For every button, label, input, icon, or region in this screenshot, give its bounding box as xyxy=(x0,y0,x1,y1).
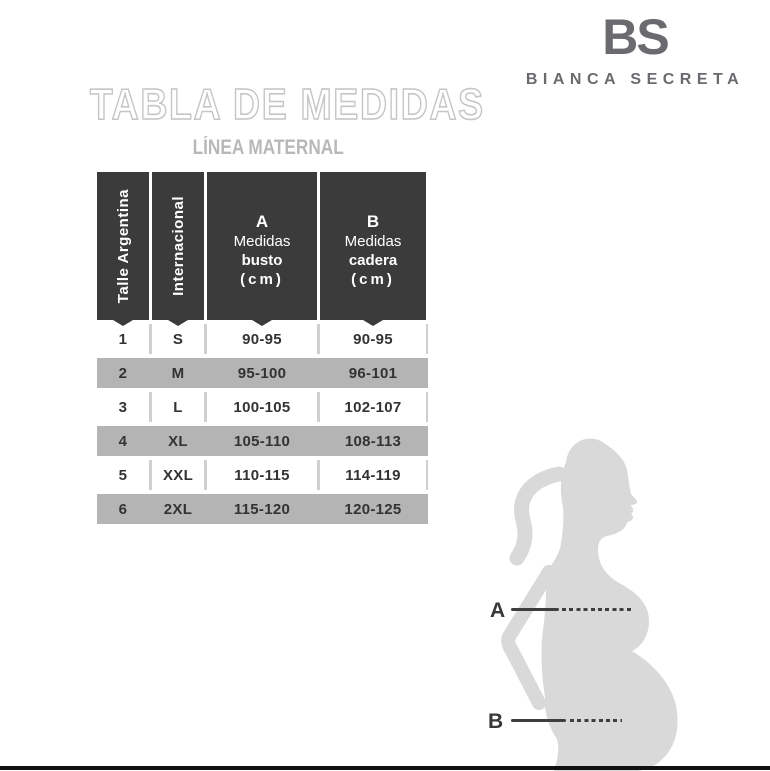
table-cell: 96-101 xyxy=(348,364,398,382)
table-cell: M xyxy=(171,364,185,382)
table-cell: 2XL xyxy=(163,500,193,518)
header-pointer-icon xyxy=(168,320,188,326)
table-cell: 102-107 xyxy=(320,392,426,422)
page-title-text: TABLA DE MEDIDAS xyxy=(89,80,485,129)
table-cell: 108-113 xyxy=(344,432,402,450)
header-pointer-icon xyxy=(113,320,133,326)
table-cell: XXL xyxy=(152,460,204,490)
table-cell: 120-125 xyxy=(344,500,402,518)
table-row xyxy=(97,392,428,422)
ponytail-shape xyxy=(517,474,559,558)
table-cell: 3 xyxy=(97,392,149,422)
header-word-bold: cadera xyxy=(348,252,398,269)
table-body xyxy=(97,324,428,524)
header-cell-talle-argentina xyxy=(97,172,149,320)
hip-label: B xyxy=(488,710,504,733)
page-title xyxy=(55,80,485,130)
table-header xyxy=(97,172,428,320)
hip-line-dotted xyxy=(570,719,622,722)
header-word-bold: busto xyxy=(241,252,283,269)
table-cell: 5 xyxy=(97,460,149,490)
hip-line-solid xyxy=(511,719,566,722)
table-cell: 114-119 xyxy=(320,460,426,490)
table-cell: 2 xyxy=(118,364,128,382)
bust-line-solid xyxy=(511,608,559,611)
brand-logo xyxy=(520,9,750,89)
table-row xyxy=(97,324,428,354)
header-unit: (cm) xyxy=(351,271,395,288)
bust-label: A xyxy=(490,599,506,622)
table-cell: 1 xyxy=(97,324,149,354)
header-word: Medidas xyxy=(344,233,402,250)
table-row xyxy=(97,494,428,524)
page-subtitle xyxy=(168,136,368,160)
header-cell-cadera xyxy=(320,172,426,320)
header-unit: (cm) xyxy=(240,271,284,288)
logo-name: BIANCA SECRETA xyxy=(525,71,745,88)
table-cell: 110-115 xyxy=(207,460,317,490)
bottom-bar xyxy=(0,766,770,770)
header-pointer-icon xyxy=(363,320,383,326)
header-pointer-icon xyxy=(252,320,272,326)
header-letter: B xyxy=(366,212,380,231)
table-cell: S xyxy=(152,324,204,354)
header-letter: A xyxy=(255,212,269,231)
table-cell: 6 xyxy=(118,500,128,518)
table-row xyxy=(97,426,428,456)
table-row xyxy=(97,460,428,490)
header-cell-busto xyxy=(207,172,317,320)
header-cell-internacional xyxy=(152,172,204,320)
header-label: Talle Argentina xyxy=(114,188,132,304)
header-word: Medidas xyxy=(233,233,291,250)
bust-line-dotted xyxy=(562,608,634,611)
table-cell: 105-110 xyxy=(233,432,291,450)
table-cell: 90-95 xyxy=(320,324,426,354)
table-cell: 4 xyxy=(118,432,128,450)
table-row xyxy=(97,358,428,388)
logo-monogram: BS xyxy=(602,9,668,65)
table-cell: 90-95 xyxy=(207,324,317,354)
table-cell: 100-105 xyxy=(207,392,317,422)
header-label: Internacional xyxy=(169,196,187,296)
page-subtitle-text: LÍNEA MATERNAL xyxy=(192,136,344,159)
table-cell: 115-120 xyxy=(233,500,291,518)
size-table xyxy=(97,172,428,528)
table-cell: L xyxy=(152,392,204,422)
table-cell: XL xyxy=(168,432,188,450)
table-cell: 95-100 xyxy=(237,364,287,382)
